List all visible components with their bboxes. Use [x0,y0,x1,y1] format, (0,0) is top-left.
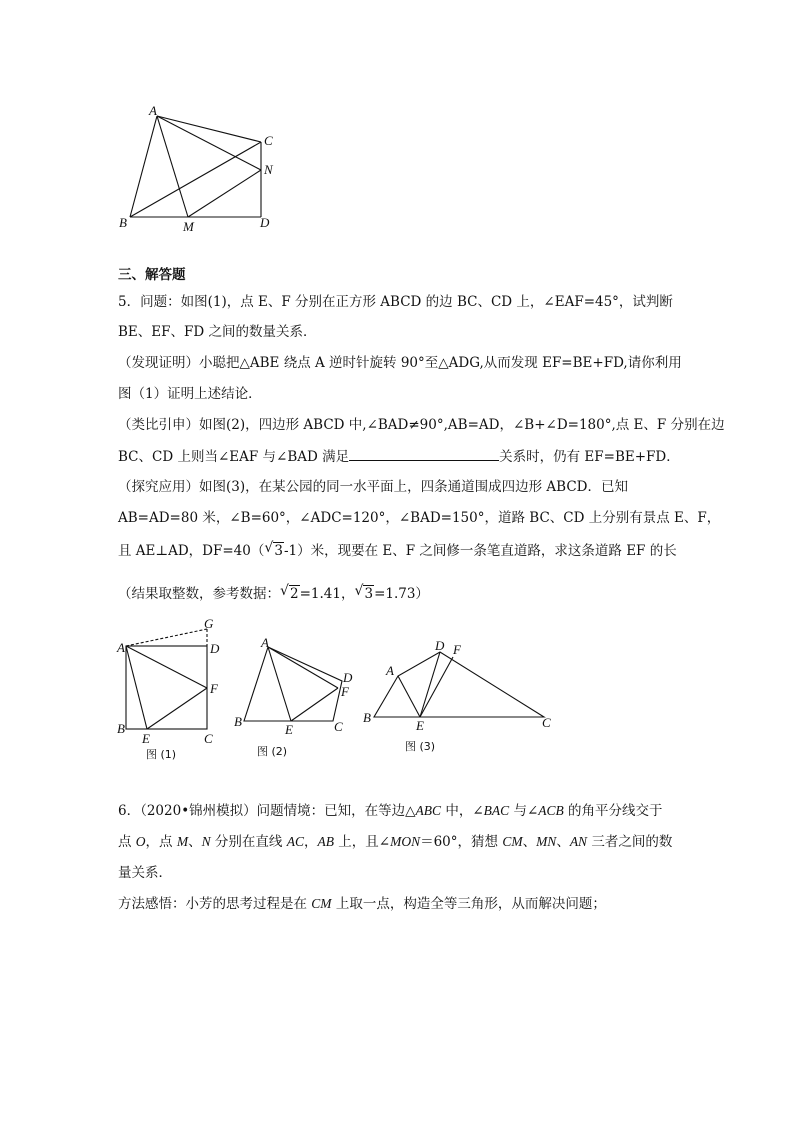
fig2-label-E: E [285,722,293,737]
q5-line-10-pre: （结果取整数，参考数据： [118,586,280,602]
q5-line-1: 5．问题：如图(1)，点 E、F 分别在正方形 ABCD 的边 BC、CD 上，∠EAF=45°，试判断 [118,294,673,310]
fig2-label-F: F [341,684,349,699]
fig3-label-F: F [453,642,461,657]
q5-line-2: BE、EF、FD 之间的数量关系． [118,324,317,340]
label-C: C [264,133,273,148]
label-M: M [183,219,194,234]
fig2-caption: 图 (2) [257,745,288,758]
figure-2 [230,630,360,760]
label-A: A [149,103,157,118]
label-N: N [264,162,273,177]
fig3-label-B: B [363,710,371,725]
q5-line-9 [118,541,677,561]
fig1-label-A: A [117,640,125,655]
fig3-label-A: A [386,663,394,678]
fig1-label-B: B [117,721,125,736]
q6-line-4: 方法感悟：小芳的思考过程是在 CM 上取一点，构造全等三角形，从而解决问题； [118,896,606,912]
fig2-label-C: C [334,719,343,734]
top-geometry-figure [110,100,290,235]
fig1-label-E: E [142,731,150,746]
q5-line-3: （发现证明）小聪把△ABE 绕点 A 逆时针旋转 90°至△ADG,从而发现 EF=BE+FD,请你利用 [118,355,682,371]
fig1-label-G: G [204,616,214,631]
q5-line-9-post: -1）米，现要在 E、F 之间修一条笔直道路，求这条道路 EF 的长 [283,543,677,559]
label-D: D [260,215,270,230]
section-heading: 三、解答题 [118,267,186,283]
q5-line-6-post: 关系时，仍有 EF=BE+FD． [499,449,680,465]
q6-line-1: 6．（2020•锦州模拟）问题情境：已知，在等边△ABC 中，∠BAC 与∠ACB 的角平分线交于 [118,803,663,819]
q5-line-6-pre: BC、CD 上则当∠EAF 与∠BAD 满足 [118,449,350,465]
answer-blank [349,446,499,461]
figure-3 [360,640,555,760]
fig3-label-C: C [542,715,551,730]
q6-line-3: 量关系． [118,865,172,881]
fig3-label-E: E [416,718,424,733]
q5-line-9-pre: 且 AE⊥AD，DF=40（ [118,543,265,559]
q6-line-2: 点 O，点 M、N 分别在直线 AC，AB 上，且∠MON＝60°，猜想 CM、MN、AN 三者之间的数 [118,834,673,850]
sqrt-3: √ 3 [264,540,283,559]
sqrt-2: √ 2 [280,583,299,602]
fig2-label-D: D [343,670,353,685]
fig1-caption: 图 (1) [146,748,177,760]
q5-line-10 [118,584,429,604]
figure-1 [112,615,227,760]
q5-line-6 [118,446,680,467]
q5-line-7: （探究应用）如图(3)，在某公园的同一水平面上，四条通道围成四边形 ABCD．已知 [118,479,628,495]
sqrt-3b: √ 3 [354,583,374,602]
fig2-label-A: A [261,635,269,650]
fig3-caption: 图 (3) [405,740,436,753]
label-B: B [119,215,127,230]
q5-line-10-mid: =1.41， [299,586,355,602]
fig1-label-F: F [210,681,218,696]
fig1-label-C: C [204,731,213,746]
q5-line-4: 图（1）证明上述结论． [118,386,262,402]
fig1-label-D: D [210,641,220,656]
fig2-label-B: B [234,714,242,729]
fig3-label-D: D [435,640,445,653]
q5-line-8: AB=AD=80 米，∠B=60°，∠ADC=120°，∠BAD=150°，道路 BC、CD 上分别有景点 E、F， [118,510,721,526]
q5-line-5: （类比引申）如图(2)，四边形 ABCD 中,∠BAD≠90°,AB=AD，∠B+∠D=180°,点 E、F 分别在边 [118,417,725,433]
q5-line-10-post: =1.73） [374,586,429,602]
